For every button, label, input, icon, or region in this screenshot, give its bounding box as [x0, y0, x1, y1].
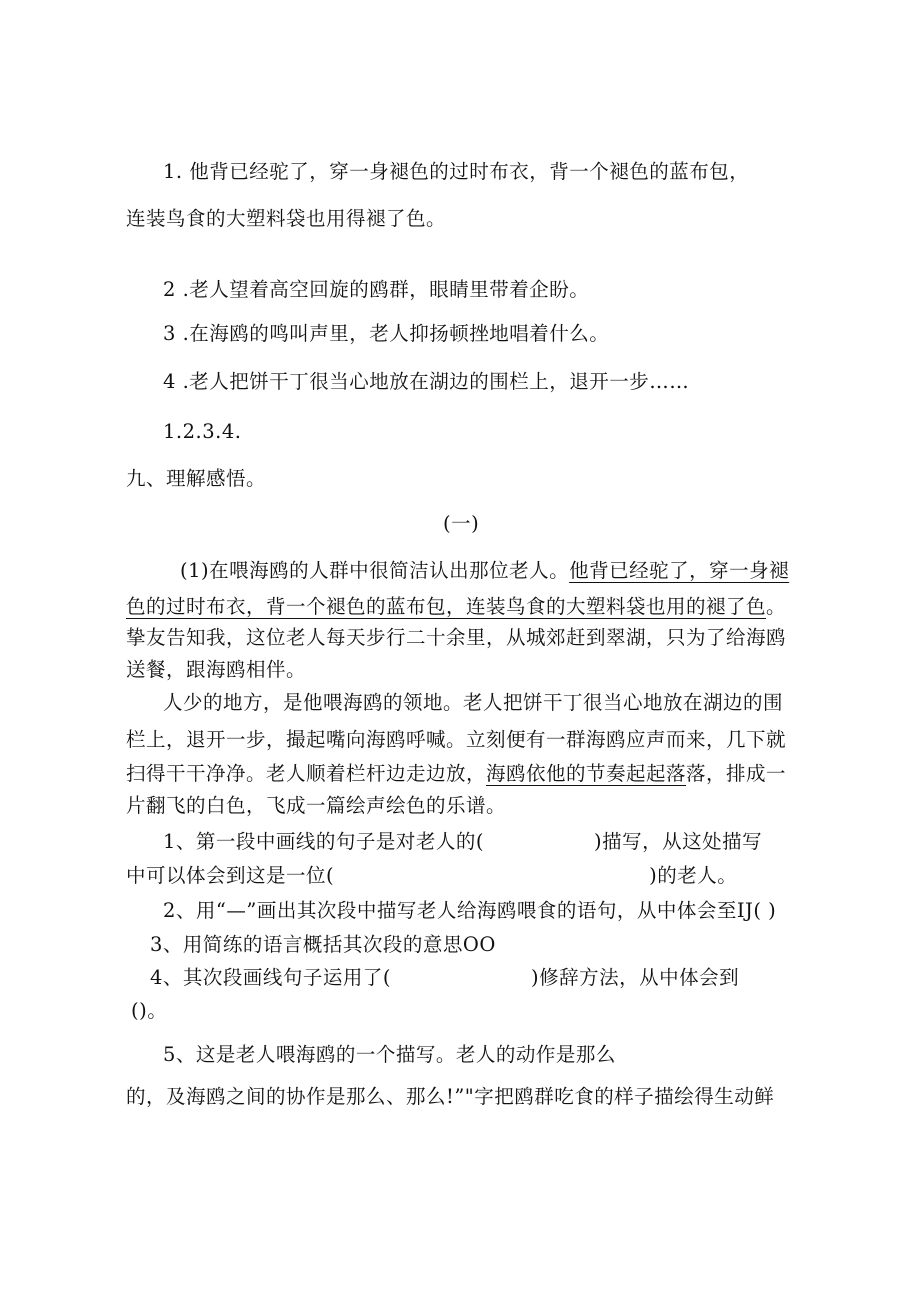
- period: 。: [766, 595, 787, 618]
- q4-text-b: )修辞方法，从中体会到: [531, 966, 740, 989]
- passage-p1-line3: 挚友告知我，这位老人每天步行二十余里，从城郊赶到翠湖，只为了给海鸥: [126, 626, 787, 649]
- passage-p2-text: 扫得干干净净。老人顺着栏杆边走边放，: [126, 762, 487, 785]
- item1-line2: 连装鸟食的大塑料袋也用得褪了色。: [126, 207, 447, 230]
- underlined-sentence: 他背已经驼了，穿一身褪: [569, 559, 790, 582]
- passage-p2-line2: 栏上，退开一步，撮起嘴向海鸥呼喊。立刻便有一群海鸥应声而来，几下就: [126, 728, 787, 751]
- passage-p1-line2: [126, 597, 786, 617]
- q1-text-b: )描写，从这处描写: [594, 830, 763, 853]
- underlined-phrase: 海鸥依他的节奏起起落: [486, 762, 687, 785]
- item2: 2 .老人望着高空回旋的鸥群，眼睛里带着企盼。: [163, 278, 590, 301]
- passage-p2-line4: 片翻飞的白色，飞成一篇绘声绘色的乐谱。: [126, 794, 507, 817]
- item4: 4 .老人把饼干丁很当心地放在湖边的围栏上，退开一步……: [163, 370, 690, 393]
- question-2: 2、用“—”画出其次段中描写老人给海鸥喂食的语句，从中体会至IJ( ): [163, 899, 777, 922]
- question-3: 3、用简练的语言概括其次段的意思OO: [150, 933, 496, 956]
- passage-p1-text: (1)在喂海鸥的人群中很简洁认出那位老人。: [180, 559, 570, 582]
- underlined-sentence-cont: 色的过时布衣，背一个褪色的蓝布包，连装鸟食的大塑料袋也用的褪了色: [126, 595, 767, 618]
- passage-p1-line1: [180, 561, 789, 581]
- q1-text-a: 1、第一段中画线的句子是对老人的(: [163, 830, 485, 853]
- q4-text-a: 4、其次段画线句子运用了(: [150, 966, 392, 989]
- q1-text-c: 中可以体会到这是一位(: [126, 864, 335, 887]
- section-subheading: (一): [443, 512, 480, 535]
- q1-text-d: )的老人。: [649, 864, 738, 887]
- answer-line: 1.2.3.4.: [163, 420, 242, 443]
- passage-p2-line1: 人少的地方，是他喂海鸥的领地。老人把饼干丁很当心地放在湖边的围: [163, 691, 784, 714]
- item3: 3 .在海鸥的鸣叫声里，老人抑扬顿挫地唱着什么。: [163, 322, 610, 345]
- passage-p2-text-end: 落，排成一: [686, 762, 787, 785]
- question-5-line2: 的，及海鸥之间的协作是那么、那么!”"字把鸥群吃食的样子描绘得生动鲜: [126, 1085, 775, 1108]
- question-4-line1: [150, 968, 739, 988]
- section-heading: 九、理解感悟。: [126, 467, 267, 490]
- item1-line1: 1. 他背已经驼了，穿一身褪色的过时布衣，背一个褪色的蓝布包，: [163, 160, 750, 183]
- question-4-line2: ()。: [131, 999, 168, 1022]
- question-1-line2: [126, 866, 737, 886]
- passage-p2-line3: [126, 764, 786, 784]
- question-1-line1: [163, 832, 762, 852]
- question-5-line1: 5、这是老人喂海鸥的一个描写。老人的动作是那么: [163, 1043, 616, 1066]
- passage-p1-line4: 送餐，跟海鸥相伴。: [126, 658, 307, 681]
